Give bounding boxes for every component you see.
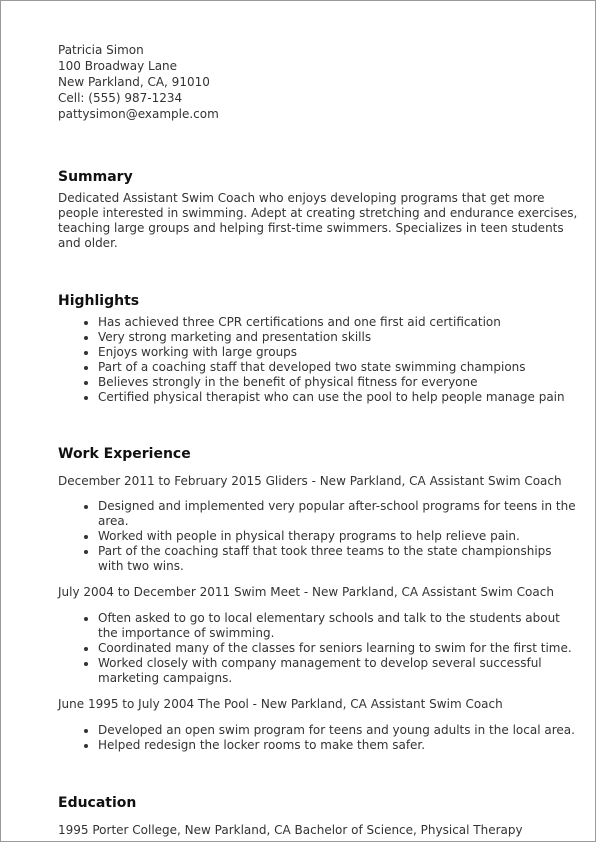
highlights-heading: Highlights: [58, 293, 140, 309]
highlight-item: • Has achieved three CPR certifications and one first aid certification: [98, 315, 578, 330]
contact-phone: Cell: (555) 987-1234: [58, 91, 183, 105]
job-header: December 2011 to February 2015 Gliders - New Parkland, CA Assistant Swim Coach: [58, 474, 562, 488]
job-bullet: • Helped redesign the locker rooms to make them safer.: [98, 738, 578, 753]
highlight-item: • Enjoys working with large groups: [98, 345, 578, 360]
education-text: 1995 Porter College, New Parkland, CA Bachelor of Science, Physical Therapy: [58, 823, 523, 837]
job-bullet: • Worked with people in physical therapy programs to help relieve pain.: [98, 529, 578, 544]
work-heading: Work Experience: [58, 446, 191, 462]
education-heading: Education: [58, 795, 137, 811]
job-bullet: • Coordinated many of the classes for seniors learning to swim for the first time.: [98, 641, 578, 656]
contact-name: Patricia Simon: [58, 43, 144, 57]
highlight-item: • Very strong marketing and presentation skills: [98, 330, 578, 345]
education-section: [58, 794, 578, 838]
summary-section: [58, 168, 578, 251]
contact-block: [58, 42, 578, 122]
job-bullet: • Worked closely with company management to develop several successful marketing campaigns.: [98, 656, 578, 686]
highlight-item: • Part of a coaching staff that developed two state swimming champions: [98, 360, 578, 375]
summary-text: Dedicated Assistant Swim Coach who enjoys developing programs that get more people interested in swimming. Adept at creating stretching and endurance exercises, teaching large groups and helping first-time swimmers. Specializes in teen students and older.: [58, 191, 578, 250]
job-bullets: [58, 499, 578, 574]
summary-heading: Summary: [58, 169, 133, 185]
job-bullet: • Part of the coaching staff that took three teams to the state championships with two wins.: [98, 544, 578, 574]
job-header: June 1995 to July 2004 The Pool - New Parkland, CA Assistant Swim Coach: [58, 697, 503, 711]
contact-address-line1: 100 Broadway Lane: [58, 59, 178, 73]
job-bullet: • Often asked to go to local elementary schools and talk to the students about the importance of swimming.: [98, 611, 578, 641]
job-bullet: • Designed and implemented very popular after-school programs for teens in the area.: [98, 499, 578, 529]
highlights-list: [58, 315, 578, 405]
contact-address-line2: New Parkland, CA, 91010: [58, 75, 210, 89]
highlight-item: • Believes strongly in the benefit of physical fitness for everyone: [98, 375, 578, 390]
work-section: [58, 445, 578, 753]
contact-email: pattysimon@example.com: [58, 107, 219, 121]
job-bullets: [58, 723, 578, 753]
job-bullets: [58, 611, 578, 686]
highlight-item: • Certified physical therapist who can use the pool to help people manage pain: [98, 390, 578, 405]
resume-content: [58, 42, 578, 838]
job-bullet: • Developed an open swim program for teens and young adults in the local area.: [98, 723, 578, 738]
highlights-section: [58, 292, 578, 405]
job-header: July 2004 to December 2011 Swim Meet - New Parkland, CA Assistant Swim Coach: [58, 585, 554, 599]
